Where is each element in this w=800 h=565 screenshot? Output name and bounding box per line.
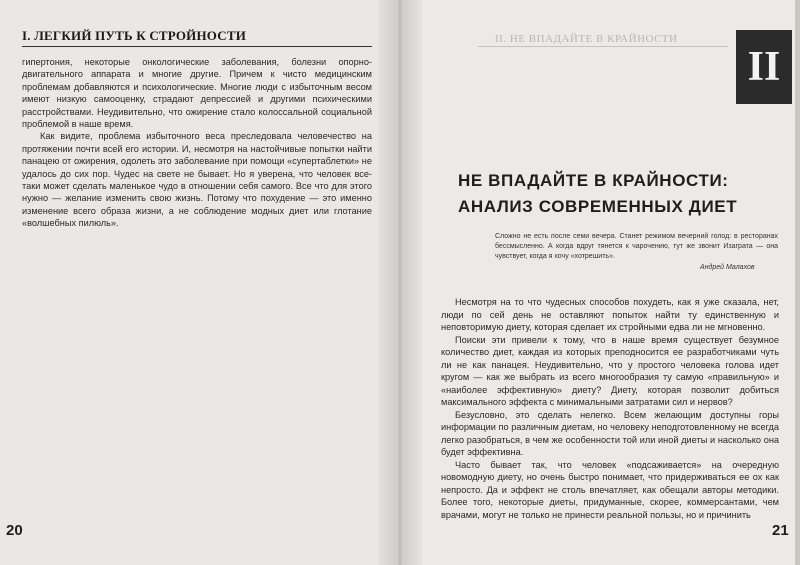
running-head: I. ЛЕГКИЙ ПУТЬ К СТРОЙНОСТИ — [22, 28, 247, 43]
body-paragraph: Как видите, проблема избыточного веса преследовала человечество на протяжении почти всей его истории. И, несмотря на настойчивые попытки найти панацею от ожирения, одолеть это заболевание при помощи «супертаблетки» не удалось до сих пор. Чудес на свете не бывает. Но я уверена, что человек все-таки может сделать маленькое чудо в отношении себя самого. Все что для этого нужно — желание изменить свою жизнь. Потому что похудение — это именно изменение всего образа жизни, а не соблюдение модных диет или глотание «волшебных пилюль». — [22, 131, 372, 229]
body-paragraph: Поиски эти привели к тому, что в наше время существует безумное количество диет, каждая из которых преподносится ее разработчиками чуть ли не как панацея. Неудивительно, что у простого человека голова идет кругом — как же выбрать из всего многообразия ту самую «правильную» и «наиболее эффективную» диету? Диету, которая позволит добиться максимального эффекта с минимальными затратами сил и нервов? — [441, 334, 779, 407]
header-rule — [22, 46, 372, 47]
epigraph: Сложно не есть после семи вечера. Станет режимом вечерний голод: в ресторанах бессмысленно. А когда вдруг тянется к чарочению, тут же звонит Изаграта — она чувствует, когда я хочу «хотрешить». — [495, 233, 778, 260]
epigraph-author: Андрей Малахов — [700, 264, 755, 271]
body-paragraph: Безусловно, это сделать нелегко. Всем желающим доступны горы информации по различным диетам, но человеку неподготовленному не всегда легко разобраться, в чем же особенности той или иной диеты и насколько она будет эффективна. — [441, 409, 779, 457]
left-body-text — [22, 56, 372, 230]
page-number-right: 21 — [772, 522, 789, 539]
chapter-title — [458, 168, 758, 220]
page-edge — [795, 0, 800, 565]
body-paragraph: Часто бывает так, что человек «подсаживается» на очередную новомодную диету, но очень быстро понимает, что придерживаться ее ох как непросто. Да и эффект не столь впечатляет, как обещали авторы методики. Более того, некоторые диеты, придуманные, скорее, коммерсантами, чем врачами, могут не только не принести реальной пользы, но и причинить — [441, 459, 779, 520]
book-gutter — [378, 0, 422, 565]
page-number-left: 20 — [6, 522, 23, 539]
chapter-title-line: НЕ ВПАДАЙТЕ В КРАЙНОСТИ: — [458, 171, 729, 190]
right-body-text — [441, 296, 779, 521]
faded-running-head: II. НЕ ВПАДАЙТЕ В КРАЙНОСТИ — [495, 33, 678, 45]
chapter-number: II — [747, 44, 781, 90]
chapter-title-line: АНАЛИЗ СОВРЕМЕННЫХ ДИЕТ — [458, 197, 738, 216]
body-paragraph: гипертония, некоторые онкологические заболевания, болезни опорно-двигательного аппарата и многие другие. Причем к чисто медицинским проблемам добавляются и психологические. Многие люди с избыточным весом имеют низкую самооценку, страдают депрессией и другими психическими расстройствами. Неудивительно, что ожирение стало колоссальной социальной проблемой в наше время. — [22, 57, 372, 130]
chapter-number-badge — [736, 30, 792, 104]
body-paragraph: Несмотря на то что чудесных способов похудеть, как я уже сказала, нет, люди по сей день не оставляют попыток найти ту единственную и неповторимую диету, которая сделает их стройными едва ли не мгновенно. — [441, 297, 779, 332]
faded-header-rule — [478, 46, 728, 47]
